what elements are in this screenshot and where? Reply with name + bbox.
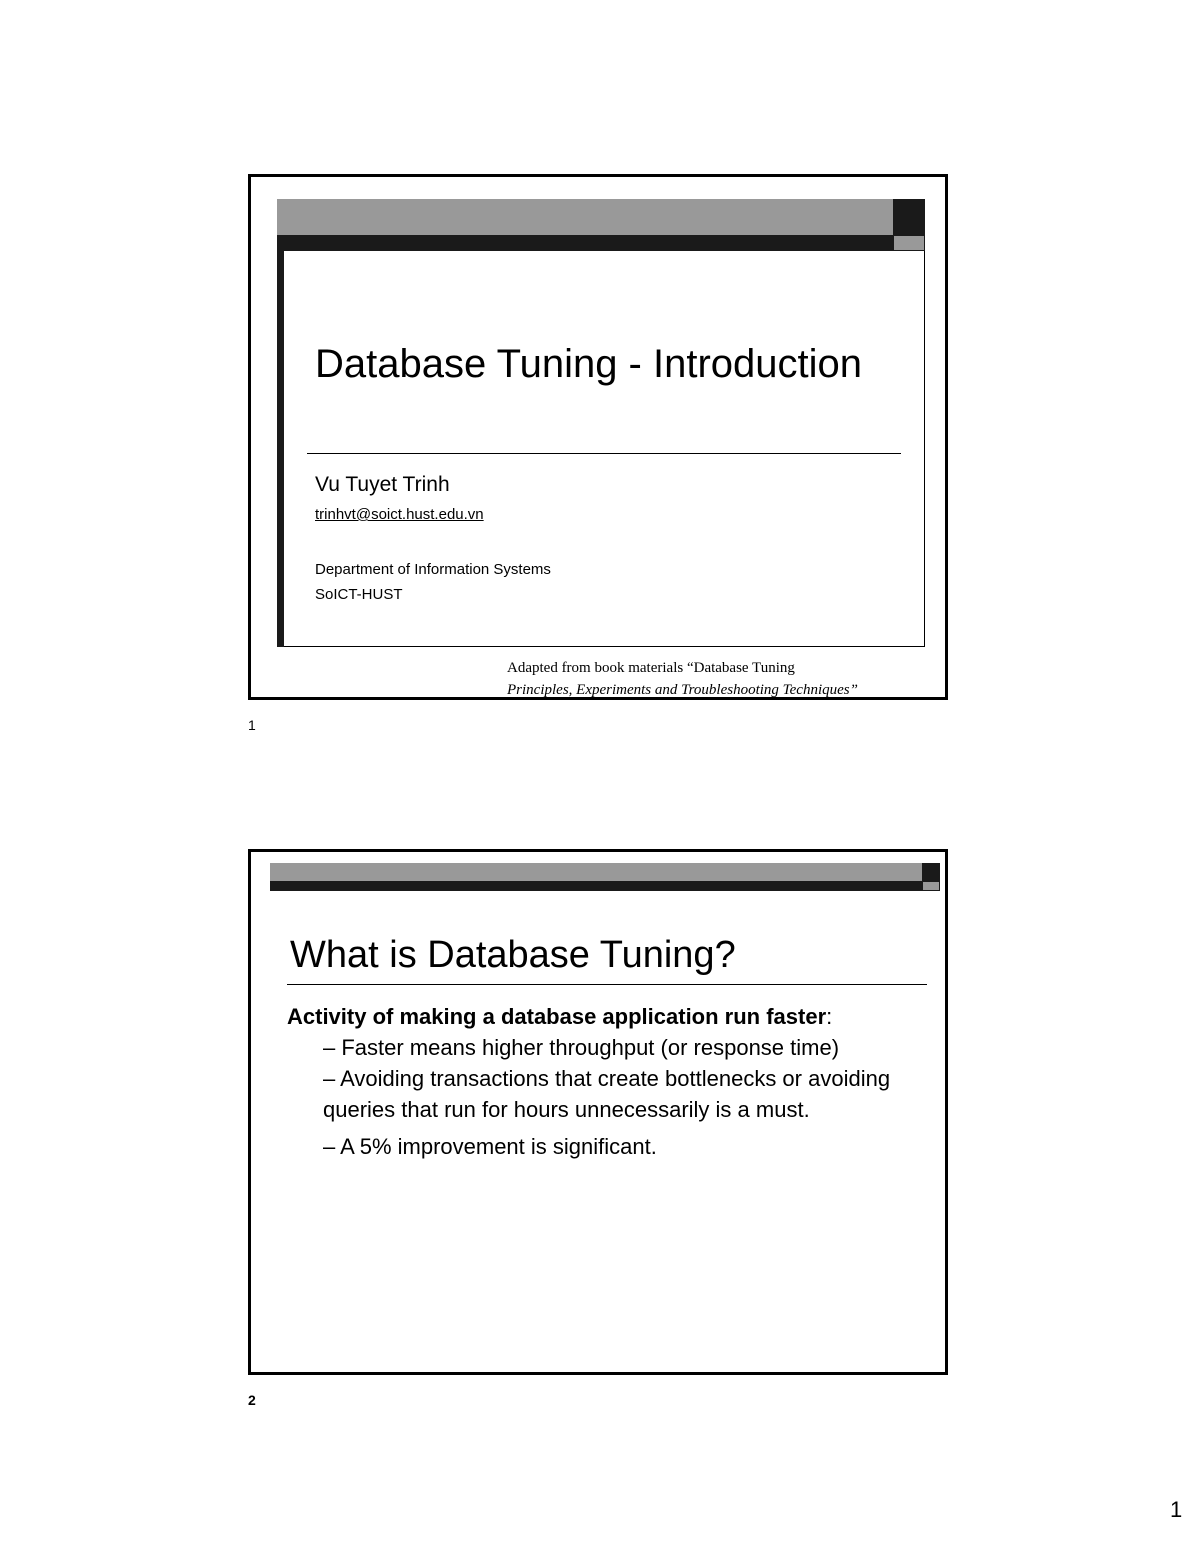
slide-2 <box>248 849 948 1375</box>
author-name: Vu Tuyet Trinh <box>315 473 450 496</box>
lead-statement <box>287 1002 917 1032</box>
department-name: Department of Information Systems <box>315 561 551 578</box>
header-dark-bar <box>270 881 922 891</box>
credit-line-2: Principles, Experiments and Troubleshooting Techniques” <box>507 682 858 698</box>
bullet-point: – Faster means higher throughput (or response time) <box>323 1035 840 1060</box>
affiliation <box>315 557 551 607</box>
bullet-point: – Avoiding transactions that create bottlenecks or avoiding queries that run for hours unnecessarily is a must. <box>323 1066 891 1122</box>
school-name: SoICT-HUST <box>315 586 403 603</box>
lead-bold-text: Activity of making a database application run faster <box>287 1004 827 1029</box>
credit-line-1: Adapted from book materials “Database Tuning <box>507 660 795 676</box>
slide-body <box>287 1002 917 1162</box>
title-divider <box>307 453 901 454</box>
slide-1 <box>248 174 948 700</box>
slide-number-2: 2 <box>248 1392 256 1408</box>
source-credit <box>507 657 858 701</box>
corner-dark-square <box>893 199 925 235</box>
header-dark-bar <box>277 235 893 251</box>
slide-title: Database Tuning - Introduction <box>315 342 863 386</box>
page-number: 1 <box>1170 1497 1183 1522</box>
lead-colon: : <box>826 1004 833 1029</box>
title-divider <box>287 984 927 985</box>
bullet-point: – A 5% improvement is significant. <box>323 1134 657 1159</box>
author-email-link[interactable]: trinhvt@soict.hust.edu.vn <box>315 506 484 523</box>
slide-title: What is Database Tuning? <box>290 934 736 976</box>
corner-dark-square <box>922 863 940 881</box>
slide-number-1: 1 <box>248 717 256 733</box>
corner-gray-square <box>893 235 925 251</box>
header-gray-bar <box>277 199 893 235</box>
corner-gray-square <box>922 881 940 891</box>
header-gray-bar <box>270 863 922 881</box>
left-accent-bar <box>277 251 284 647</box>
